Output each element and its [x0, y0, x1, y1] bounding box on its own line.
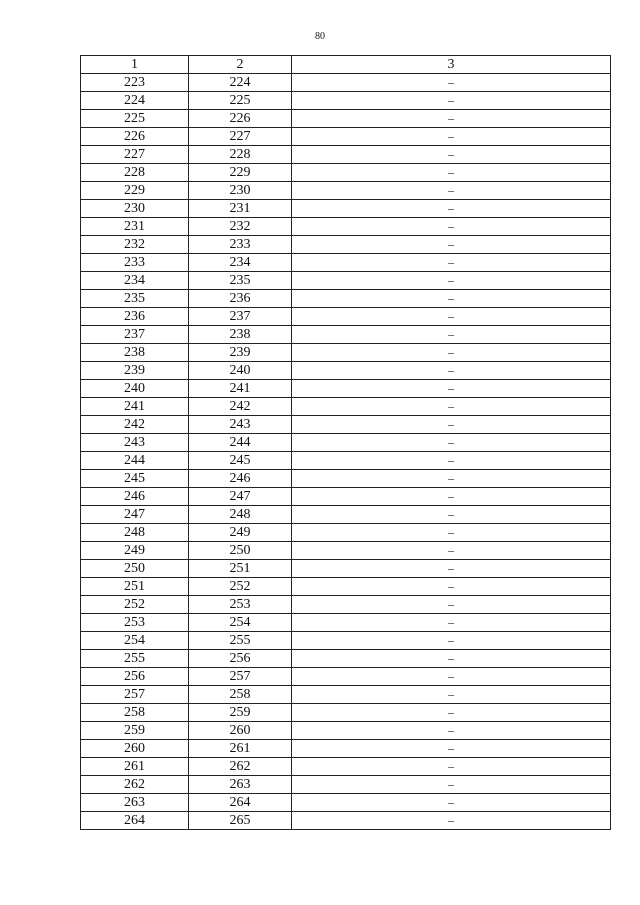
table-row — [81, 470, 611, 488]
table-cell-col-1: 231 — [81, 218, 189, 236]
table-row — [81, 182, 611, 200]
table-row — [81, 740, 611, 758]
table-row — [81, 722, 611, 740]
table-row — [81, 452, 611, 470]
table-row — [81, 344, 611, 362]
table-cell-col-2: 243 — [189, 416, 292, 434]
table-cell-col-2: 257 — [189, 668, 292, 686]
table-cell-col-3: – — [292, 758, 611, 776]
table-cell-col-2: 228 — [189, 146, 292, 164]
table-cell-col-2: 225 — [189, 92, 292, 110]
table-cell-col-2: 227 — [189, 128, 292, 146]
table-row — [81, 236, 611, 254]
data-table — [80, 55, 611, 830]
table-cell-col-3: – — [292, 344, 611, 362]
table-row — [81, 308, 611, 326]
table-cell-col-2: 226 — [189, 110, 292, 128]
table-cell-col-2: 231 — [189, 200, 292, 218]
table-cell-col-1: 237 — [81, 326, 189, 344]
table-row — [81, 362, 611, 380]
table-cell-col-3: – — [292, 812, 611, 830]
table-cell-col-3: – — [292, 452, 611, 470]
table-cell-col-1: 238 — [81, 344, 189, 362]
table-cell-col-2: 259 — [189, 704, 292, 722]
table-cell-col-1: 228 — [81, 164, 189, 182]
table-cell-col-3: – — [292, 398, 611, 416]
table-cell-col-1: 250 — [81, 560, 189, 578]
table-cell-col-2: 224 — [189, 74, 292, 92]
table-cell-col-1: 257 — [81, 686, 189, 704]
table-cell-col-2: 242 — [189, 398, 292, 416]
table-cell-col-2: 230 — [189, 182, 292, 200]
table-row — [81, 812, 611, 830]
table-cell-col-3: – — [292, 650, 611, 668]
table-row — [81, 434, 611, 452]
table-row — [81, 614, 611, 632]
table-cell-col-1: 256 — [81, 668, 189, 686]
table-cell-col-2: 264 — [189, 794, 292, 812]
table-body — [81, 74, 611, 830]
table-cell-col-3: – — [292, 380, 611, 398]
table-cell-col-2: 263 — [189, 776, 292, 794]
table-cell-col-2: 240 — [189, 362, 292, 380]
header-row — [81, 56, 611, 74]
table-cell-col-1: 247 — [81, 506, 189, 524]
table-cell-col-3: – — [292, 92, 611, 110]
table-cell-col-1: 234 — [81, 272, 189, 290]
table-cell-col-2: 260 — [189, 722, 292, 740]
table-cell-col-1: 261 — [81, 758, 189, 776]
table-cell-col-3: – — [292, 254, 611, 272]
table-cell-col-2: 234 — [189, 254, 292, 272]
table-cell-col-1: 260 — [81, 740, 189, 758]
table-cell-col-3: – — [292, 128, 611, 146]
table-cell-col-3: – — [292, 272, 611, 290]
table-row — [81, 254, 611, 272]
table-cell-col-3: – — [292, 722, 611, 740]
table-cell-col-3: – — [292, 200, 611, 218]
table-cell-col-2: 256 — [189, 650, 292, 668]
table-cell-col-1: 245 — [81, 470, 189, 488]
table-cell-col-3: – — [292, 668, 611, 686]
table-cell-col-3: – — [292, 146, 611, 164]
table-cell-col-3: – — [292, 218, 611, 236]
table-cell-col-2: 233 — [189, 236, 292, 254]
table-row — [81, 92, 611, 110]
table-cell-col-2: 239 — [189, 344, 292, 362]
table-row — [81, 200, 611, 218]
table-cell-col-1: 242 — [81, 416, 189, 434]
table-cell-col-3: – — [292, 614, 611, 632]
table-cell-col-3: – — [292, 488, 611, 506]
table-cell-col-1: 263 — [81, 794, 189, 812]
table-cell-col-3: – — [292, 524, 611, 542]
table-cell-col-1: 240 — [81, 380, 189, 398]
table-cell-col-3: – — [292, 164, 611, 182]
table-cell-col-1: 253 — [81, 614, 189, 632]
table-row — [81, 110, 611, 128]
table-cell-col-1: 264 — [81, 812, 189, 830]
table-cell-col-2: 235 — [189, 272, 292, 290]
table-cell-col-2: 251 — [189, 560, 292, 578]
table-row — [81, 416, 611, 434]
table-cell-col-3: – — [292, 704, 611, 722]
table-cell-col-1: 229 — [81, 182, 189, 200]
column-header-1: 1 — [81, 56, 189, 74]
table-row — [81, 164, 611, 182]
table-row — [81, 704, 611, 722]
table-cell-col-1: 244 — [81, 452, 189, 470]
table-cell-col-3: – — [292, 416, 611, 434]
table-cell-col-2: 255 — [189, 632, 292, 650]
table-row — [81, 686, 611, 704]
table-cell-col-2: 250 — [189, 542, 292, 560]
table-cell-col-3: – — [292, 632, 611, 650]
table-row — [81, 632, 611, 650]
table-header — [81, 56, 611, 74]
table-row — [81, 596, 611, 614]
table-cell-col-1: 251 — [81, 578, 189, 596]
table-row — [81, 146, 611, 164]
table-cell-col-3: – — [292, 542, 611, 560]
table-cell-col-1: 252 — [81, 596, 189, 614]
table-cell-col-1: 233 — [81, 254, 189, 272]
table-cell-col-1: 246 — [81, 488, 189, 506]
table-cell-col-3: – — [292, 578, 611, 596]
table-row — [81, 578, 611, 596]
table-row — [81, 272, 611, 290]
table-row — [81, 398, 611, 416]
column-header-2: 2 — [189, 56, 292, 74]
table-cell-col-1: 230 — [81, 200, 189, 218]
table-cell-col-1: 223 — [81, 74, 189, 92]
table-cell-col-3: – — [292, 308, 611, 326]
table-cell-col-1: 249 — [81, 542, 189, 560]
column-header-3: 3 — [292, 56, 611, 74]
table-row — [81, 758, 611, 776]
table-cell-col-1: 226 — [81, 128, 189, 146]
table-cell-col-2: 265 — [189, 812, 292, 830]
table-cell-col-1: 241 — [81, 398, 189, 416]
table-cell-col-2: 249 — [189, 524, 292, 542]
table-cell-col-3: – — [292, 686, 611, 704]
table-row — [81, 794, 611, 812]
table-cell-col-3: – — [292, 794, 611, 812]
table-row — [81, 290, 611, 308]
table-row — [81, 542, 611, 560]
table-cell-col-1: 236 — [81, 308, 189, 326]
table-row — [81, 650, 611, 668]
table-cell-col-1: 255 — [81, 650, 189, 668]
table-cell-col-3: – — [292, 434, 611, 452]
table-cell-col-1: 243 — [81, 434, 189, 452]
table-cell-col-1: 224 — [81, 92, 189, 110]
table-row — [81, 506, 611, 524]
table-cell-col-2: 232 — [189, 218, 292, 236]
table-cell-col-2: 253 — [189, 596, 292, 614]
table-cell-col-1: 258 — [81, 704, 189, 722]
table-cell-col-2: 236 — [189, 290, 292, 308]
table-cell-col-3: – — [292, 740, 611, 758]
table-row — [81, 128, 611, 146]
table-cell-col-1: 262 — [81, 776, 189, 794]
table-row — [81, 560, 611, 578]
table-cell-col-3: – — [292, 470, 611, 488]
page-number: 80 — [315, 31, 325, 42]
table-cell-col-3: – — [292, 362, 611, 380]
table-cell-col-3: – — [292, 182, 611, 200]
table-row — [81, 74, 611, 92]
table-cell-col-3: – — [292, 290, 611, 308]
table-cell-col-1: 235 — [81, 290, 189, 308]
table-row — [81, 380, 611, 398]
table-cell-col-3: – — [292, 326, 611, 344]
table-cell-col-2: 262 — [189, 758, 292, 776]
table-cell-col-2: 248 — [189, 506, 292, 524]
table-row — [81, 668, 611, 686]
table-row — [81, 326, 611, 344]
table-row — [81, 776, 611, 794]
table-cell-col-3: – — [292, 560, 611, 578]
table-cell-col-2: 247 — [189, 488, 292, 506]
table-cell-col-1: 225 — [81, 110, 189, 128]
table-cell-col-2: 252 — [189, 578, 292, 596]
table-cell-col-2: 246 — [189, 470, 292, 488]
table-row — [81, 488, 611, 506]
table-cell-col-2: 245 — [189, 452, 292, 470]
table-cell-col-1: 232 — [81, 236, 189, 254]
table-cell-col-3: – — [292, 74, 611, 92]
table-cell-col-3: – — [292, 776, 611, 794]
table-cell-col-1: 239 — [81, 362, 189, 380]
table-cell-col-3: – — [292, 596, 611, 614]
table-cell-col-1: 259 — [81, 722, 189, 740]
table-cell-col-2: 258 — [189, 686, 292, 704]
table-cell-col-2: 241 — [189, 380, 292, 398]
table-cell-col-1: 248 — [81, 524, 189, 542]
table-row — [81, 524, 611, 542]
table-cell-col-3: – — [292, 506, 611, 524]
table-cell-col-2: 237 — [189, 308, 292, 326]
table-cell-col-3: – — [292, 110, 611, 128]
table-cell-col-2: 229 — [189, 164, 292, 182]
table-cell-col-2: 254 — [189, 614, 292, 632]
table-cell-col-2: 261 — [189, 740, 292, 758]
table-cell-col-2: 244 — [189, 434, 292, 452]
table-cell-col-2: 238 — [189, 326, 292, 344]
table-row — [81, 218, 611, 236]
table-cell-col-3: – — [292, 236, 611, 254]
table-cell-col-1: 227 — [81, 146, 189, 164]
table-cell-col-1: 254 — [81, 632, 189, 650]
